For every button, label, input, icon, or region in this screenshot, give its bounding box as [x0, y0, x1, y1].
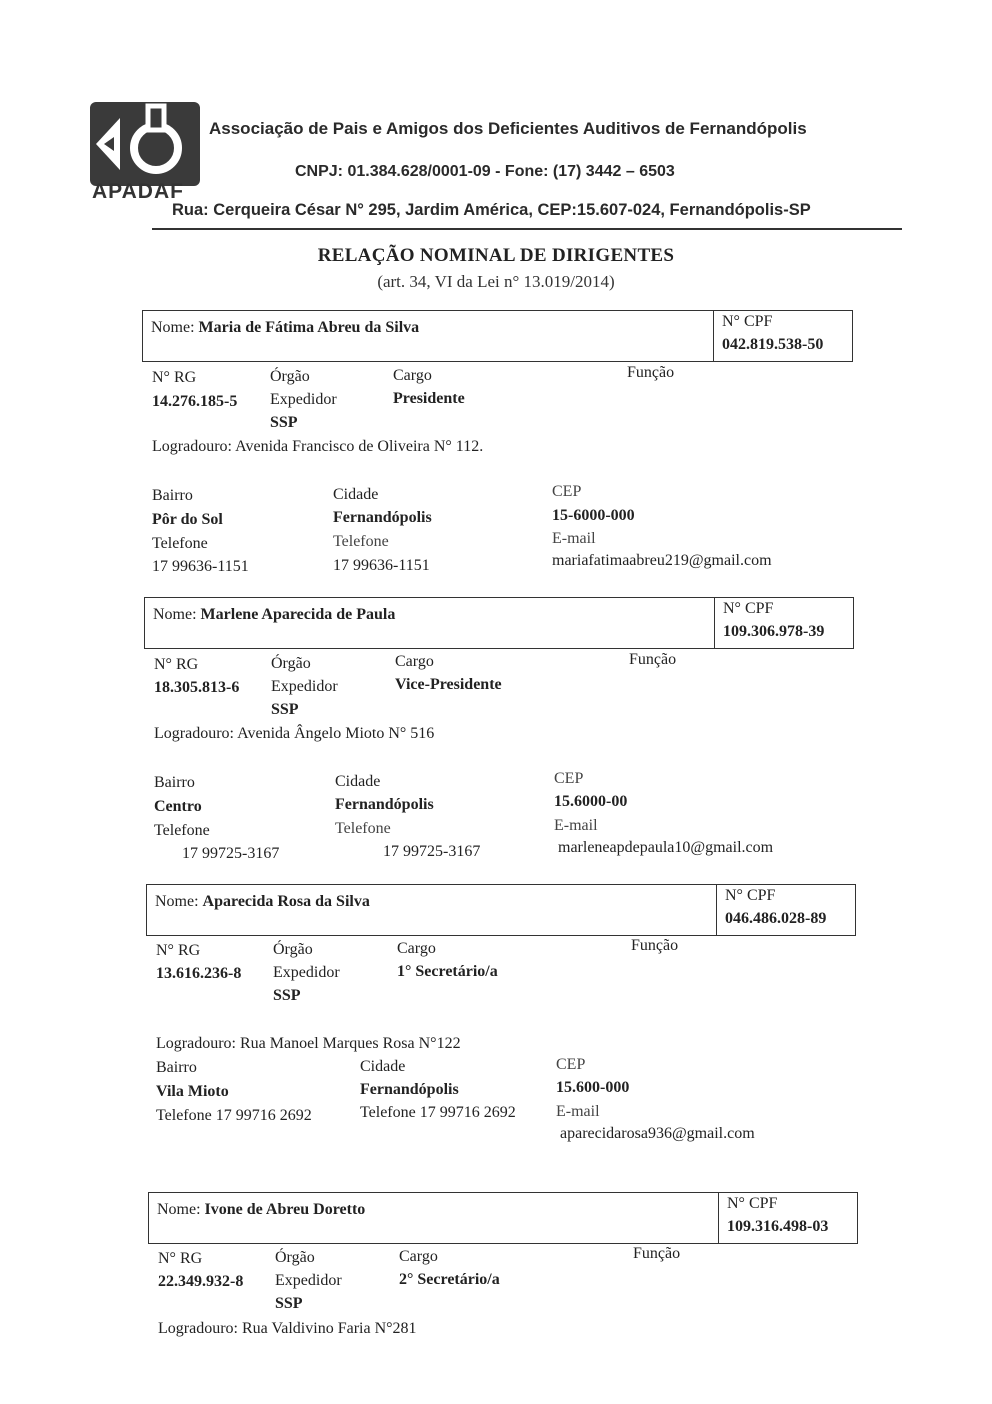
orgao-label: Órgão	[275, 1249, 315, 1266]
bairro-label: Bairro	[156, 1059, 197, 1076]
funcao-label: Função	[631, 937, 679, 954]
name-field: Nome: Ivone de Abreu Doretto	[157, 1201, 366, 1218]
orgao-value: SSP	[270, 414, 298, 431]
logradouro-field: Logradouro: Avenida Francisco de Oliveira N° 112.	[152, 438, 484, 455]
cpf-cell: N° CPF 109.306.978-39	[714, 598, 853, 648]
funcao-label: Função	[629, 651, 677, 668]
document-subtitle: (art. 34, VI da Lei n° 13.019/2014)	[377, 272, 615, 291]
cep-label: CEP	[554, 770, 584, 787]
logo-text: APADAF	[92, 180, 184, 203]
logradouro-field: Logradouro: Rua Manoel Marques Rosa N°122	[156, 1035, 461, 1052]
cep-value: 15.600-000	[556, 1079, 630, 1096]
rg-value: 22.349.932-8	[158, 1273, 244, 1290]
name-box-2	[144, 597, 854, 649]
bairro-value: Centro	[154, 798, 202, 815]
expedidor-label: Expedidor	[275, 1272, 342, 1289]
cidade-label: Cidade	[360, 1058, 406, 1075]
cpf-value: 109.316.498-03	[727, 1218, 829, 1235]
cep-value: 15.6000-00	[554, 793, 628, 810]
rg-value: 18.305.813-6	[154, 679, 240, 696]
cargo-value: 1° Secretário/a	[397, 963, 498, 980]
orgao-value: SSP	[275, 1295, 303, 1312]
cidade-label: Cidade	[335, 773, 381, 790]
document-title: RELAÇÃO NOMINAL DE DIRIGENTES	[317, 245, 675, 266]
funcao-label: Função	[627, 364, 675, 381]
telefone-label: Telefone	[333, 533, 389, 550]
cidade-value: Fernandópolis	[335, 796, 434, 813]
rg-value: 14.276.185-5	[152, 393, 238, 410]
funcao-label: Função	[633, 1245, 681, 1262]
cpf-cell: N° CPF 046.486.028-89	[716, 885, 855, 935]
logradouro-field: Logradouro: Rua Valdivino Faria N°281	[158, 1320, 417, 1337]
email-label: E-mail	[556, 1103, 600, 1120]
address-line: Rua: Cerqueira César N° 295, Jardim América, CEP:15.607-024, Fernandópolis-SP	[172, 201, 811, 219]
cidade-label: Cidade	[333, 486, 379, 503]
cpf-value: 042.819.538-50	[722, 336, 824, 353]
logo-mark-icon	[90, 102, 202, 186]
email-value: aparecidarosa936@gmail.com	[560, 1125, 755, 1142]
orgao-label: Órgão	[270, 368, 310, 385]
cargo-label: Cargo	[393, 367, 432, 384]
telefone-label: Telefone	[154, 822, 210, 839]
email-label: E-mail	[552, 530, 596, 547]
cargo-label: Cargo	[399, 1248, 438, 1265]
cep-label: CEP	[556, 1056, 586, 1073]
cidade-value: Fernandópolis	[360, 1081, 459, 1098]
cargo-value: Vice-Presidente	[395, 676, 502, 693]
telefone-label: Telefone	[152, 535, 208, 552]
logradouro-field: Logradouro: Avenida Ângelo Mioto N° 516	[154, 725, 435, 742]
email-label: E-mail	[554, 817, 598, 834]
name-box-3	[146, 884, 856, 936]
telefone-value: 17 99725-3167	[182, 845, 280, 862]
cargo-label: Cargo	[397, 940, 436, 957]
org-name: Associação de Pais e Amigos dos Deficientes Auditivos de Fernandópolis	[209, 119, 807, 138]
email-value: marleneapdepaula10@gmail.com	[558, 839, 774, 856]
name-box-4	[148, 1192, 858, 1244]
telefone-label: Telefone	[335, 820, 391, 837]
cargo-label: Cargo	[395, 653, 434, 670]
email-value: mariafatimaabreu219@gmail.com	[552, 552, 772, 569]
cep-value: 15-6000-000	[552, 507, 635, 524]
rg-label: N° RG	[152, 369, 197, 386]
telefone-value: 17 99725-3167	[383, 843, 481, 860]
orgao-value: SSP	[273, 987, 301, 1004]
bairro-value: Vila Mioto	[156, 1083, 229, 1100]
expedidor-label: Expedidor	[271, 678, 338, 695]
telefone-value: 17 99636-1151	[152, 558, 249, 575]
orgao-label: Órgão	[271, 655, 311, 672]
name-field: Nome: Aparecida Rosa da Silva	[155, 893, 370, 910]
name-field: Nome: Marlene Aparecida de Paula	[153, 606, 396, 623]
orgao-value: SSP	[271, 701, 299, 718]
cargo-value: Presidente	[393, 390, 465, 407]
header-divider	[152, 228, 902, 230]
rg-label: N° RG	[154, 656, 199, 673]
cpf-value: 046.486.028-89	[725, 910, 827, 927]
cargo-value: 2° Secretário/a	[399, 1271, 500, 1288]
cpf-value: 109.306.978-39	[723, 623, 825, 640]
telefone-value: Telefone 17 99716 2692	[360, 1104, 516, 1121]
orgao-label: Órgão	[273, 941, 313, 958]
cidade-value: Fernandópolis	[333, 509, 432, 526]
cnpj-phone-line: CNPJ: 01.384.628/0001-09 - Fone: (17) 3442 – 6503	[295, 163, 675, 180]
expedidor-label: Expedidor	[270, 391, 337, 408]
bairro-label: Bairro	[154, 774, 195, 791]
rg-label: N° RG	[158, 1250, 203, 1267]
rg-label: N° RG	[156, 942, 201, 959]
telefone-value: 17 99636-1151	[333, 557, 430, 574]
name-field: Nome: Maria de Fátima Abreu da Silva	[151, 319, 420, 336]
bairro-value: Pôr do Sol	[152, 511, 223, 528]
telefone-value: Telefone 17 99716 2692	[156, 1107, 312, 1124]
name-box-1	[142, 310, 853, 362]
expedidor-label: Expedidor	[273, 964, 340, 981]
cep-label: CEP	[552, 483, 582, 500]
rg-value: 13.616.236-8	[156, 965, 242, 982]
apadaf-logo	[90, 102, 202, 202]
bairro-label: Bairro	[152, 487, 193, 504]
cpf-cell: N° CPF 109.316.498-03	[718, 1193, 857, 1243]
cpf-cell: N° CPF 042.819.538-50	[713, 311, 852, 361]
